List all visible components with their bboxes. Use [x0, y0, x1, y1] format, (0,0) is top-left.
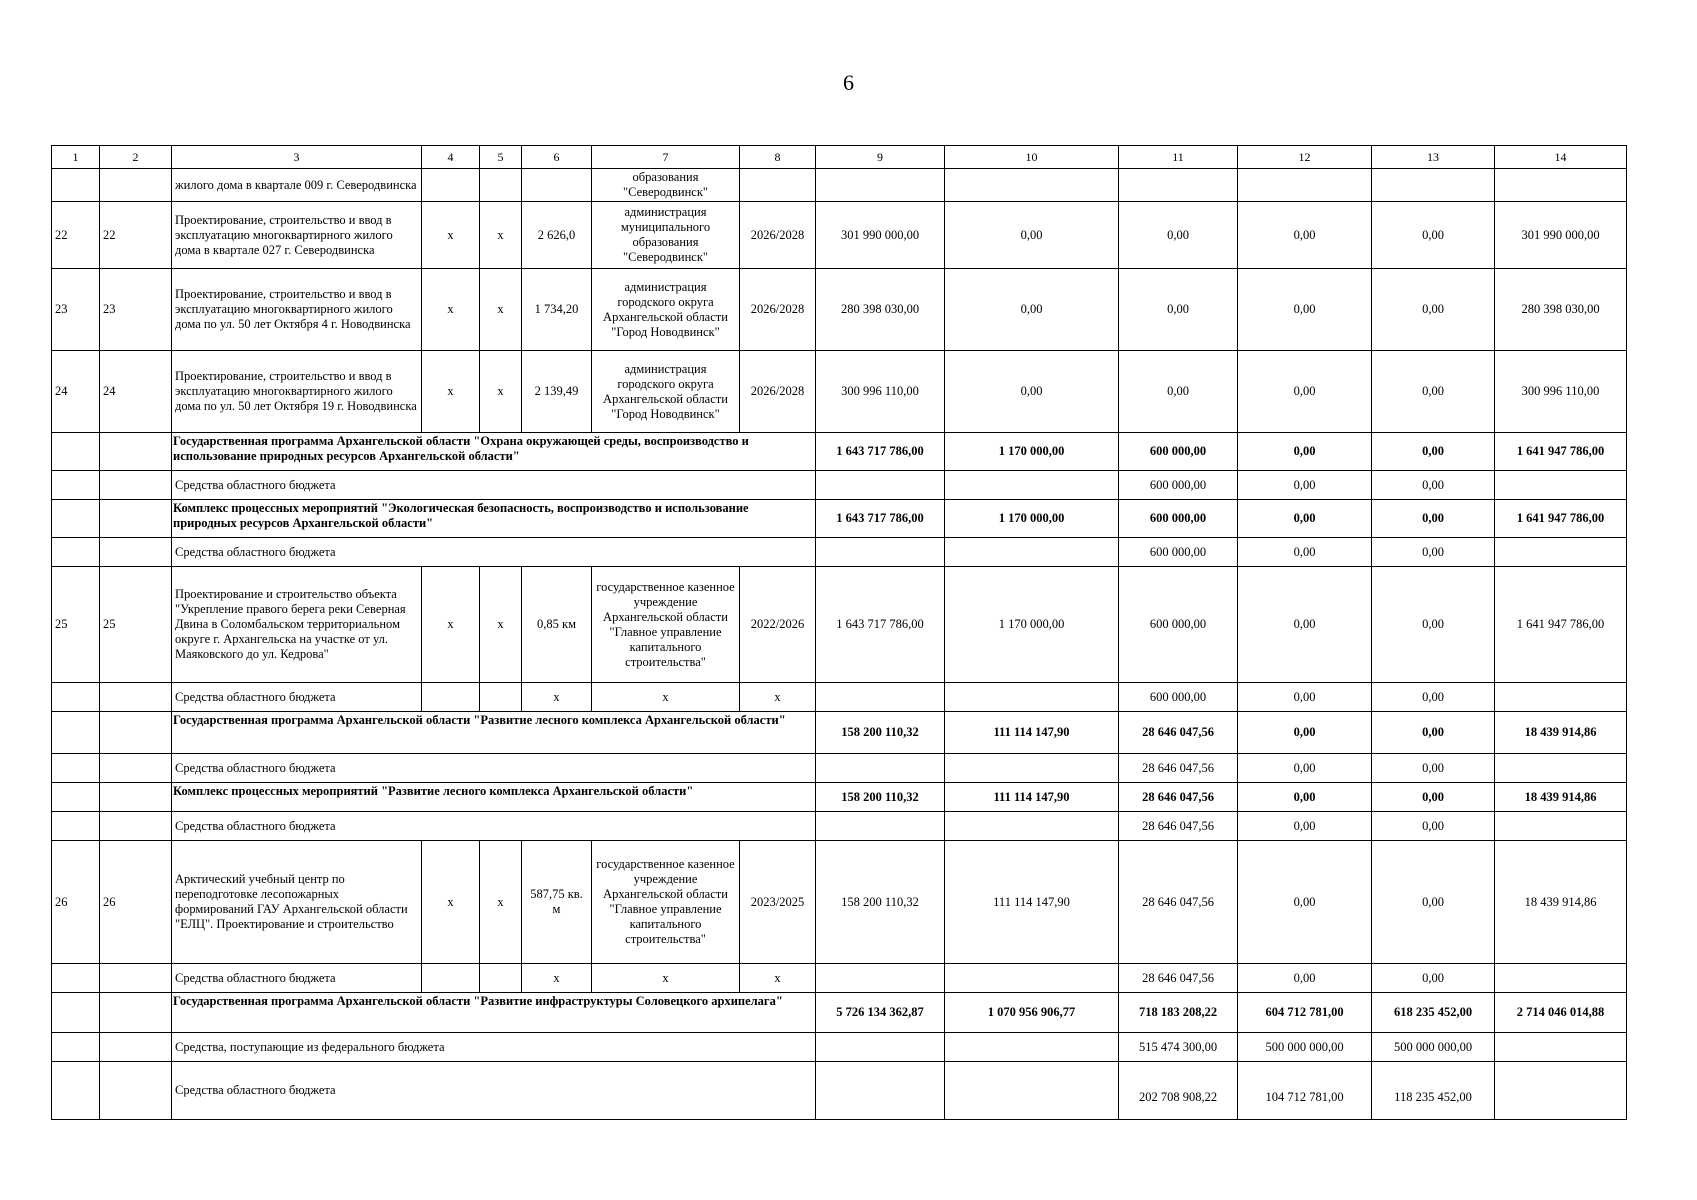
- program-total-row: [52, 500, 1627, 538]
- program-title-cell: Комплекс процессных мероприятий "Развитие лесного комплекса Архангельской области": [172, 783, 816, 812]
- amount-cell: 111 114 147,90: [945, 841, 1119, 964]
- amount-cell: 600 000,00: [1119, 683, 1238, 712]
- table-cell: [816, 471, 945, 500]
- amount-cell: 28 646 047,56: [1119, 783, 1238, 812]
- amount-cell: 0,00: [1372, 471, 1495, 500]
- object-number-cell: 22: [100, 202, 172, 269]
- table-cell: [422, 169, 480, 202]
- object-number-cell: 26: [100, 841, 172, 964]
- row-number-cell: 25: [52, 567, 100, 683]
- table-cell: [945, 812, 1119, 841]
- table-cell: [52, 1033, 100, 1062]
- row-number-cell: 24: [52, 351, 100, 433]
- amount-cell: 111 114 147,90: [945, 712, 1119, 754]
- amount-cell: 0,00: [1238, 812, 1372, 841]
- funding-source-row: [52, 471, 1627, 500]
- col-header: 7: [592, 146, 740, 169]
- table-cell: [816, 964, 945, 993]
- amount-cell: 0,00: [1238, 567, 1372, 683]
- period-cell: 2026/2028: [740, 269, 816, 351]
- amount-cell: 500 000 000,00: [1238, 1033, 1372, 1062]
- row-number-cell: 22: [52, 202, 100, 269]
- funding-source-label: Средства областного бюджета: [172, 754, 816, 783]
- table-cell: [100, 783, 172, 812]
- amount-cell: 28 646 047,56: [1119, 964, 1238, 993]
- col-header: 14: [1495, 146, 1627, 169]
- object-name-cell: Арктический учебный центр по переподготовке лесопожарных формирований ГАУ Архангельской области "ЕЛЦ". Проектирование и строительство: [172, 841, 422, 964]
- table-cell: х: [480, 269, 522, 351]
- table-cell: [1495, 471, 1627, 500]
- table-cell: х: [422, 351, 480, 433]
- amount-cell: 300 996 110,00: [1495, 351, 1627, 433]
- amount-cell: 1 641 947 786,00: [1495, 567, 1627, 683]
- amount-cell: [945, 169, 1119, 202]
- amount-cell: 0,00: [1238, 471, 1372, 500]
- table-cell: [945, 471, 1119, 500]
- amount-cell: [1238, 169, 1372, 202]
- amount-cell: 0,00: [1372, 567, 1495, 683]
- amount-cell: 618 235 452,00: [1372, 993, 1495, 1033]
- capacity-cell: [522, 169, 592, 202]
- row-number-cell: 26: [52, 841, 100, 964]
- object-number-cell: 25: [100, 567, 172, 683]
- funding-source-row: [52, 538, 1627, 567]
- table-row: [52, 841, 1627, 964]
- amount-cell: 0,00: [945, 269, 1119, 351]
- amount-cell: 0,00: [1119, 351, 1238, 433]
- amount-cell: 0,00: [1238, 433, 1372, 471]
- funding-source-row: [52, 754, 1627, 783]
- amount-cell: 0,00: [1238, 683, 1372, 712]
- amount-cell: 600 000,00: [1119, 500, 1238, 538]
- amount-cell: 0,00: [1238, 754, 1372, 783]
- amount-cell: [1495, 169, 1627, 202]
- program-total-row: [52, 993, 1627, 1033]
- table-cell: [1495, 1062, 1627, 1120]
- amount-cell: 0,00: [1238, 538, 1372, 567]
- customer-cell: администрация городского округа Архангельской области "Город Новодвинск": [592, 351, 740, 433]
- table-cell: [100, 471, 172, 500]
- table-cell: [100, 712, 172, 754]
- period-cell: [740, 169, 816, 202]
- amount-cell: 5 726 134 362,87: [816, 993, 945, 1033]
- funding-source-label: Средства, поступающие из федерального бюджета: [172, 1033, 816, 1062]
- customer-cell: государственное казенное учреждение Архангельской области "Главное управление капитального строительства": [592, 841, 740, 964]
- table-cell: [816, 754, 945, 783]
- amount-cell: 0,00: [1238, 351, 1372, 433]
- col-header: 1: [52, 146, 100, 169]
- funding-source-label: Средства областного бюджета: [172, 471, 816, 500]
- amount-cell: 1 643 717 786,00: [816, 567, 945, 683]
- amount-cell: 0,00: [1372, 783, 1495, 812]
- amount-cell: 0,00: [1372, 964, 1495, 993]
- amount-cell: 158 200 110,32: [816, 712, 945, 754]
- amount-cell: 0,00: [1372, 812, 1495, 841]
- table-cell: [100, 538, 172, 567]
- funding-source-row: [52, 1062, 1627, 1120]
- table-row: [52, 567, 1627, 683]
- amount-cell: 202 708 908,22: [1119, 1062, 1238, 1120]
- amount-cell: 28 646 047,56: [1119, 812, 1238, 841]
- table-cell: х: [422, 841, 480, 964]
- table-cell: х: [480, 841, 522, 964]
- capacity-cell: 587,75 кв. м: [522, 841, 592, 964]
- funding-source-row: [52, 964, 1627, 993]
- table-cell: [100, 812, 172, 841]
- table-cell: [52, 683, 100, 712]
- table-cell: х: [592, 683, 740, 712]
- amount-cell: 301 990 000,00: [816, 202, 945, 269]
- table-row: [52, 351, 1627, 433]
- object-name-cell: жилого дома в квартале 009 г. Северодвинска: [172, 169, 422, 202]
- column-number-header: [52, 146, 1627, 169]
- table-cell: [816, 1033, 945, 1062]
- col-header: 5: [480, 146, 522, 169]
- funding-source-label: Средства областного бюджета: [172, 812, 816, 841]
- table-cell: [100, 754, 172, 783]
- customer-cell: государственное казенное учреждение Архангельской области "Главное управление капитального строительства": [592, 567, 740, 683]
- amount-cell: 0,00: [1372, 841, 1495, 964]
- amount-cell: 111 114 147,90: [945, 783, 1119, 812]
- amount-cell: 0,00: [1372, 712, 1495, 754]
- col-header: 12: [1238, 146, 1372, 169]
- table-cell: [480, 169, 522, 202]
- capacity-cell: 1 734,20: [522, 269, 592, 351]
- object-name-cell: Проектирование и строительство объекта "Укрепление правого берега реки Северная Двина в Соломбальском территориальном округе г. Архангельска на участке от ул. Маяковского до ул. Кедрова": [172, 567, 422, 683]
- period-cell: 2023/2025: [740, 841, 816, 964]
- amount-cell: 1 170 000,00: [945, 567, 1119, 683]
- program-title-cell: Государственная программа Архангельской области "Охрана окружающей среды, воспроизводство и использование природных ресурсов Архангельской области": [172, 433, 816, 471]
- col-header: 3: [172, 146, 422, 169]
- table-cell: [1495, 683, 1627, 712]
- capacity-cell: 2 626,0: [522, 202, 592, 269]
- amount-cell: 301 990 000,00: [1495, 202, 1627, 269]
- table-cell: х: [480, 351, 522, 433]
- table-cell: [52, 783, 100, 812]
- col-header: 13: [1372, 146, 1495, 169]
- program-total-row: [52, 783, 1627, 812]
- funding-source-row: [52, 812, 1627, 841]
- object-name-cell: Проектирование, строительство и ввод в эксплуатацию многоквартирного жилого дома в квартале 027 г. Северодвинска: [172, 202, 422, 269]
- table-cell: [52, 433, 100, 471]
- table-cell: [100, 433, 172, 471]
- table-cell: [52, 754, 100, 783]
- table-cell: [100, 964, 172, 993]
- object-name-cell: Проектирование, строительство и ввод в эксплуатацию многоквартирного жилого дома по ул. 50 лет Октября 4 г. Новодвинска: [172, 269, 422, 351]
- table-cell: [52, 712, 100, 754]
- amount-cell: 300 996 110,00: [816, 351, 945, 433]
- budget-table: [51, 145, 1627, 1120]
- period-cell: 2026/2028: [740, 202, 816, 269]
- row-number-cell: [52, 169, 100, 202]
- table-row: [52, 269, 1627, 351]
- amount-cell: 118 235 452,00: [1372, 1062, 1495, 1120]
- funding-source-label: Средства областного бюджета: [172, 964, 422, 993]
- object-number-cell: 23: [100, 269, 172, 351]
- object-number-cell: 24: [100, 351, 172, 433]
- table-cell: [945, 1062, 1119, 1120]
- amount-cell: 1 070 956 906,77: [945, 993, 1119, 1033]
- program-title-cell: Комплекс процессных мероприятий "Экологическая безопасность, воспроизводство и использование природных ресурсов Архангельской области": [172, 500, 816, 538]
- amount-cell: 718 183 208,22: [1119, 993, 1238, 1033]
- col-header: 4: [422, 146, 480, 169]
- amount-cell: 18 439 914,86: [1495, 841, 1627, 964]
- amount-cell: 0,00: [1372, 754, 1495, 783]
- program-total-row: [52, 712, 1627, 754]
- amount-cell: 0,00: [945, 202, 1119, 269]
- amount-cell: 0,00: [1238, 500, 1372, 538]
- amount-cell: 104 712 781,00: [1238, 1062, 1372, 1120]
- table-cell: [816, 683, 945, 712]
- amount-cell: 18 439 914,86: [1495, 783, 1627, 812]
- col-header: 11: [1119, 146, 1238, 169]
- table-cell: х: [740, 964, 816, 993]
- amount-cell: 604 712 781,00: [1238, 993, 1372, 1033]
- amount-cell: 0,00: [1372, 538, 1495, 567]
- customer-cell: администрация городского округа Архангельской области "Город Новодвинск": [592, 269, 740, 351]
- table-cell: [52, 500, 100, 538]
- amount-cell: 280 398 030,00: [816, 269, 945, 351]
- table-cell: х: [592, 964, 740, 993]
- capacity-cell: 0,85 км: [522, 567, 592, 683]
- amount-cell: 0,00: [1238, 202, 1372, 269]
- table-cell: [1495, 964, 1627, 993]
- amount-cell: 1 641 947 786,00: [1495, 500, 1627, 538]
- amount-cell: 158 200 110,32: [816, 783, 945, 812]
- col-header: 10: [945, 146, 1119, 169]
- amount-cell: 0,00: [1119, 202, 1238, 269]
- table-cell: [52, 1062, 100, 1120]
- amount-cell: 1 170 000,00: [945, 500, 1119, 538]
- table-cell: [52, 812, 100, 841]
- program-total-row: [52, 433, 1627, 471]
- customer-cell: образования "Северодвинск": [592, 169, 740, 202]
- capacity-cell: 2 139,49: [522, 351, 592, 433]
- table-cell: [52, 471, 100, 500]
- table-cell: [100, 500, 172, 538]
- amount-cell: 600 000,00: [1119, 567, 1238, 683]
- table-cell: [422, 964, 480, 993]
- table-cell: [816, 1062, 945, 1120]
- amount-cell: 515 474 300,00: [1119, 1033, 1238, 1062]
- program-title-cell: Государственная программа Архангельской области "Развитие лесного комплекса Архангельской области": [172, 712, 816, 754]
- col-header: 8: [740, 146, 816, 169]
- col-header: 9: [816, 146, 945, 169]
- funding-source-row: [52, 1033, 1627, 1062]
- amount-cell: 0,00: [1372, 351, 1495, 433]
- amount-cell: 0,00: [1372, 683, 1495, 712]
- page-number: 6: [843, 70, 854, 95]
- period-cell: 2026/2028: [740, 351, 816, 433]
- amount-cell: 28 646 047,56: [1119, 841, 1238, 964]
- table-cell: [1495, 1033, 1627, 1062]
- table-cell: [52, 964, 100, 993]
- amount-cell: 0,00: [1238, 783, 1372, 812]
- table-cell: х: [522, 683, 592, 712]
- table-cell: [816, 812, 945, 841]
- amount-cell: 28 646 047,56: [1119, 754, 1238, 783]
- amount-cell: 18 439 914,86: [1495, 712, 1627, 754]
- table-cell: [945, 683, 1119, 712]
- table-cell: [100, 1033, 172, 1062]
- col-header: 2: [100, 146, 172, 169]
- amount-cell: 600 000,00: [1119, 433, 1238, 471]
- table-cell: [1495, 754, 1627, 783]
- funding-source-label: Средства областного бюджета: [172, 1062, 816, 1120]
- amount-cell: 2 714 046 014,88: [1495, 993, 1627, 1033]
- amount-cell: [1372, 169, 1495, 202]
- table-cell: [945, 1033, 1119, 1062]
- amount-cell: [1119, 169, 1238, 202]
- amount-cell: 1 641 947 786,00: [1495, 433, 1627, 471]
- amount-cell: 1 643 717 786,00: [816, 433, 945, 471]
- amount-cell: [816, 169, 945, 202]
- amount-cell: 600 000,00: [1119, 471, 1238, 500]
- table-cell: [100, 1062, 172, 1120]
- table-cell: [945, 964, 1119, 993]
- table-row: [52, 202, 1627, 269]
- amount-cell: 0,00: [1238, 269, 1372, 351]
- table-cell: [100, 683, 172, 712]
- program-title-cell: Государственная программа Архангельской области "Развитие инфраструктуры Соловецкого архипелага": [172, 993, 816, 1033]
- object-number-cell: [100, 169, 172, 202]
- amount-cell: 1 643 717 786,00: [816, 500, 945, 538]
- amount-cell: 0,00: [1372, 433, 1495, 471]
- table-cell: [52, 993, 100, 1033]
- table-cell: [816, 538, 945, 567]
- table-cell: [945, 538, 1119, 567]
- funding-source-label: Средства областного бюджета: [172, 538, 816, 567]
- table-cell: [52, 538, 100, 567]
- table-cell: [100, 993, 172, 1033]
- table-cell: х: [422, 567, 480, 683]
- funding-source-row: [52, 683, 1627, 712]
- amount-cell: 158 200 110,32: [816, 841, 945, 964]
- table-cell: х: [522, 964, 592, 993]
- table-cell: [1495, 538, 1627, 567]
- customer-cell: администрация муниципального образования "Северодвинск": [592, 202, 740, 269]
- amount-cell: 0,00: [1372, 202, 1495, 269]
- table-cell: [422, 683, 480, 712]
- col-header: 6: [522, 146, 592, 169]
- amount-cell: 1 170 000,00: [945, 433, 1119, 471]
- table-cell: [480, 683, 522, 712]
- row-number-cell: 23: [52, 269, 100, 351]
- table-cell: х: [422, 202, 480, 269]
- table-row: [52, 169, 1627, 202]
- amount-cell: 0,00: [1372, 500, 1495, 538]
- amount-cell: 28 646 047,56: [1119, 712, 1238, 754]
- table-cell: х: [740, 683, 816, 712]
- amount-cell: 0,00: [945, 351, 1119, 433]
- amount-cell: 500 000 000,00: [1372, 1033, 1495, 1062]
- amount-cell: 0,00: [1238, 712, 1372, 754]
- amount-cell: 280 398 030,00: [1495, 269, 1627, 351]
- table-cell: [945, 754, 1119, 783]
- object-name-cell: Проектирование, строительство и ввод в эксплуатацию многоквартирного жилого дома по ул. 50 лет Октября 19 г. Новодвинска: [172, 351, 422, 433]
- funding-source-label: Средства областного бюджета: [172, 683, 422, 712]
- amount-cell: 0,00: [1372, 269, 1495, 351]
- period-cell: 2022/2026: [740, 567, 816, 683]
- table-cell: [1495, 812, 1627, 841]
- amount-cell: 0,00: [1119, 269, 1238, 351]
- amount-cell: 0,00: [1238, 841, 1372, 964]
- amount-cell: 600 000,00: [1119, 538, 1238, 567]
- table-cell: х: [480, 567, 522, 683]
- amount-cell: 0,00: [1238, 964, 1372, 993]
- table-cell: [480, 964, 522, 993]
- table-cell: х: [480, 202, 522, 269]
- table-cell: х: [422, 269, 480, 351]
